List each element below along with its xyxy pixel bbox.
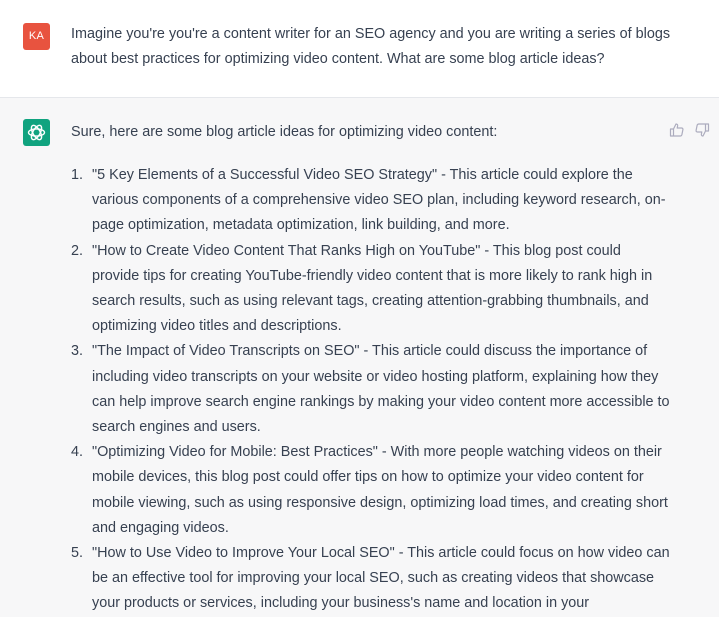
blog-ideas-list — [71, 163, 671, 617]
user-message — [0, 0, 719, 98]
openai-logo-icon — [23, 119, 50, 146]
thumbs-down-icon[interactable] — [694, 122, 710, 138]
list-item-number: 2. — [71, 242, 84, 259]
list-item-number: 1. — [71, 167, 84, 183]
list-item — [71, 339, 671, 440]
list-item-text: "The Impact of Video Transcripts on SEO" - This article could discuss the importance of including video transcripts on your website or video hosting platform, explaining how they can help improve search engine rankings by making your video content more accessible to search engines and users. — [92, 343, 670, 436]
list-item-text: "How to Create Video Content That Ranks High on YouTube" - This blog post could provide tips for creating YouTube-friendly video content that is more likely to rank high in search results, such as using relevant tags, creating attention-grabbing thumbnails, and optimizing video titles and descriptions. — [92, 242, 653, 335]
list-item-text: "How to Use Video to Improve Your Local SEO" - This article could focus on how video can be an effective tool for improving your local SEO, such as creating videos that showcase your products or services, including your business's name and location in your — [92, 545, 670, 612]
list-item-number: 5. — [71, 545, 84, 562]
user-message-text: Imagine you're you're a content writer for an SEO agency and you are writing a series of blogs about best practices for optimizing video content. What are some blog article ideas? — [71, 26, 671, 67]
assistant-intro-text: Sure, here are some blog article ideas for optimizing video content: — [71, 124, 498, 140]
list-item-text: "5 Key Elements of a Successful Video SEO Strategy" - This article could explore the various components of a comprehensive video SEO plan, including keyword research, on-page optimization, metadata optimization, link building, and more. — [92, 167, 666, 234]
list-item-number: 4. — [71, 444, 84, 461]
list-item-number: 3. — [71, 343, 84, 360]
list-item — [71, 440, 671, 541]
assistant-message — [0, 98, 719, 617]
thumbs-up-icon[interactable] — [669, 122, 685, 138]
user-avatar: KA — [23, 23, 50, 50]
list-item-text: "Optimizing Video for Mobile: Best Practices" - With more people watching videos on their mobile devices, this blog post could offer tips on how to optimize your video content for mobile viewing, such as using responsive design, optimizing load times, and creating short and engaging videos. — [92, 444, 668, 536]
list-item — [71, 163, 671, 239]
list-item — [71, 541, 671, 617]
list-item — [71, 239, 671, 340]
